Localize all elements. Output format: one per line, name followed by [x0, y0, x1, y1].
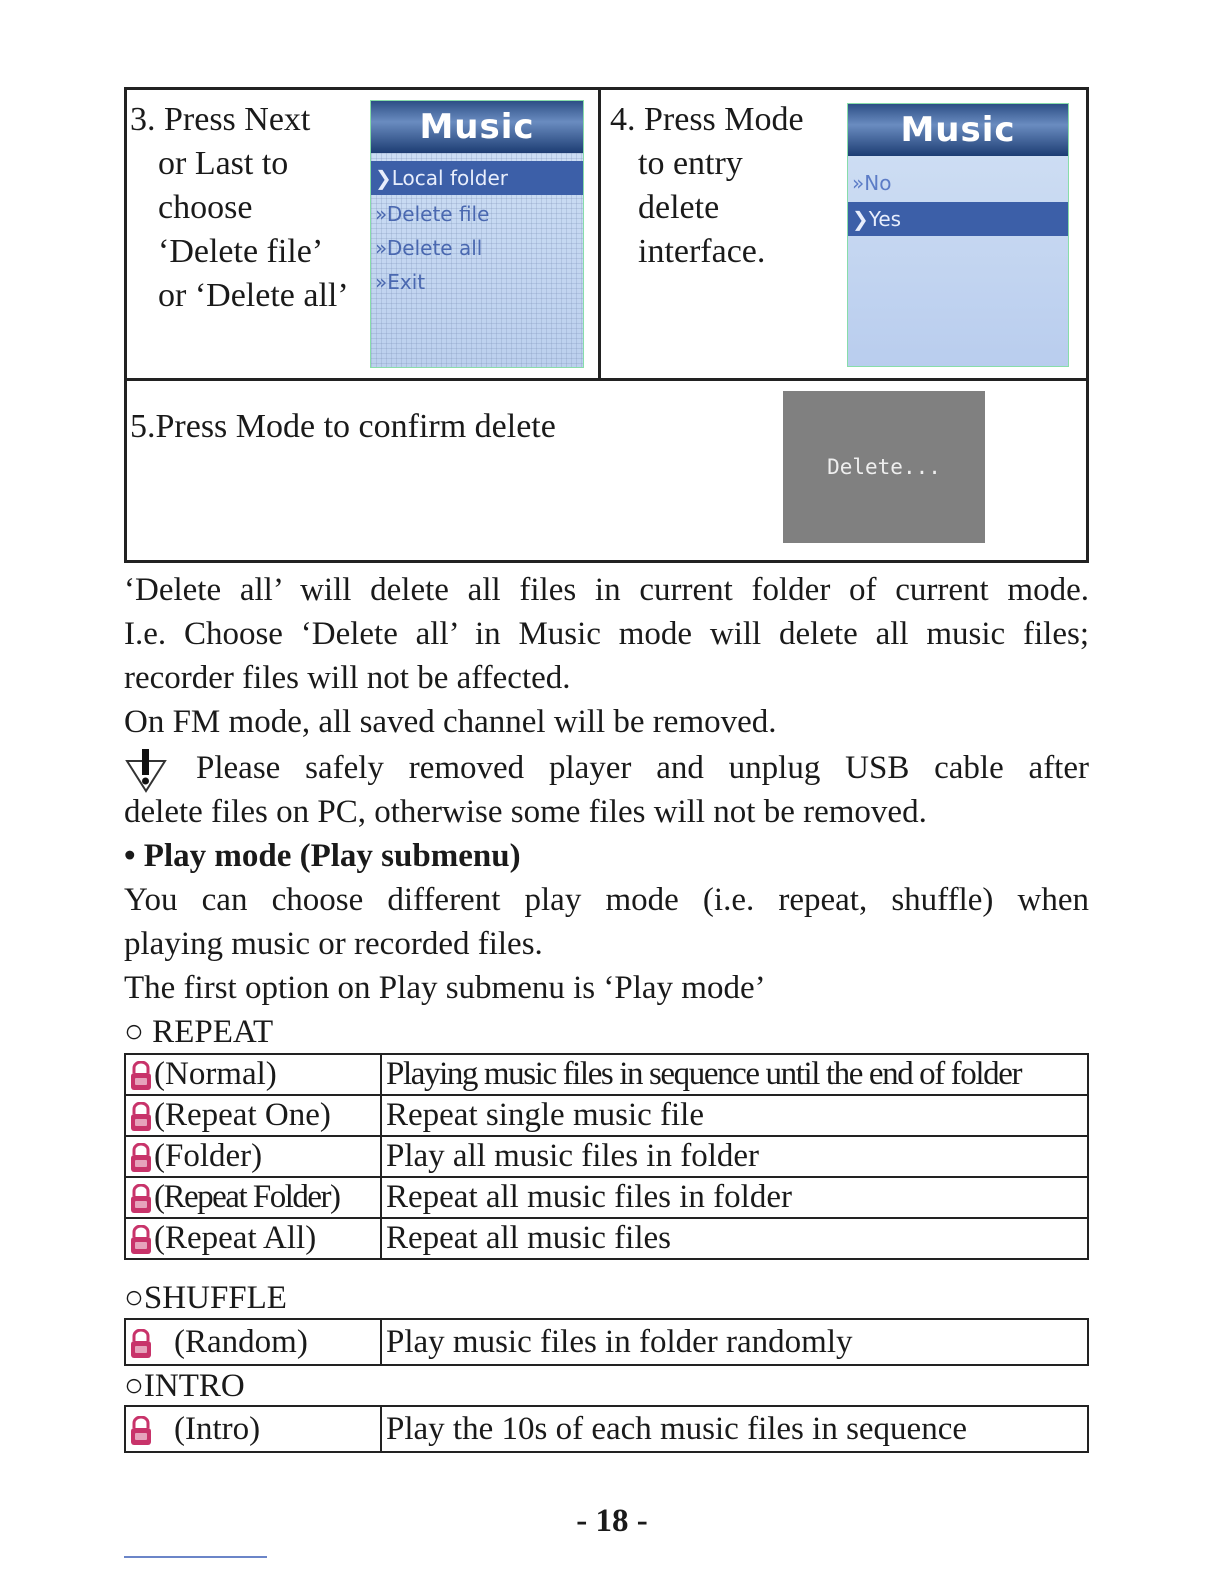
mode-cell: (Intro) — [125, 1406, 381, 1452]
step5-text: 5.Press Mode to confirm delete — [130, 408, 556, 445]
step3-line: choose — [158, 189, 253, 226]
intro-title: ○INTRO — [124, 1368, 245, 1404]
menu-item-delete-all: »Delete all — [375, 236, 483, 260]
step3-line: 3. Press Next — [130, 101, 311, 138]
screen-title: Music — [371, 101, 583, 153]
step4-device-screen — [847, 103, 1069, 367]
shuffle-title: ○SHUFFLE — [124, 1280, 287, 1316]
menu-item-yes: ❯Yes — [848, 202, 1068, 236]
desc-cell: Repeat single music file — [381, 1095, 1088, 1136]
step3-line: or ‘Delete all’ — [158, 277, 349, 314]
repeat-table — [124, 1053, 1089, 1260]
step4-line: interface. — [638, 233, 766, 270]
table-row — [125, 1095, 1088, 1136]
menu-item-exit: »Exit — [375, 270, 426, 294]
step3-device-screen — [370, 100, 584, 368]
paragraph-delete-all: ‘Delete all’ will delete all files in current folder of current mode. — [124, 572, 1089, 608]
repeat-normal-icon — [130, 1061, 152, 1091]
desc-cell: Play music files in folder randomly — [381, 1319, 1088, 1365]
desc-cell: Repeat all music files — [381, 1218, 1088, 1259]
mode-cell: (Folder) — [125, 1136, 381, 1177]
paragraph-recorder: recorder files will not be affected. — [124, 660, 571, 696]
desc-cell: Playing music files in sequence until the end of folder — [381, 1054, 1088, 1095]
paragraph-first-option: The first option on Play submenu is ‘Play mode’ — [124, 970, 766, 1006]
warning-icon — [124, 747, 168, 793]
delete-dialog-text: Delete... — [827, 455, 941, 479]
steps-divider-vertical — [598, 87, 601, 380]
repeat-one-icon — [130, 1102, 152, 1132]
mode-cell: (Normal) — [125, 1054, 381, 1095]
step3-line: ‘Delete file’ — [158, 233, 324, 270]
step4-line: to entry — [638, 145, 743, 182]
shuffle-random-icon — [130, 1329, 152, 1359]
page-number: - 18 - — [576, 1503, 648, 1539]
warning-line-1: Please safely removed player and unplug USB cable after — [196, 750, 1089, 786]
folder-icon — [130, 1143, 152, 1173]
desc-cell: Play all music files in folder — [381, 1136, 1088, 1177]
desc-cell: Repeat all music files in folder — [381, 1177, 1088, 1218]
section-heading-play-mode: • Play mode (Play submenu) — [124, 838, 521, 874]
step4-text — [610, 98, 804, 274]
paragraph-play-mode-1: You can choose different play mode (i.e. repeat, shuffle) when — [124, 882, 1089, 918]
table-row — [125, 1319, 1088, 1365]
footnote-rule — [124, 1556, 267, 1558]
table-row — [125, 1177, 1088, 1218]
table-row — [125, 1136, 1088, 1177]
steps-divider-horizontal — [124, 378, 1089, 381]
desc-cell: Play the 10s of each music files in sequence — [381, 1406, 1088, 1452]
step3-line: or Last to — [158, 145, 289, 182]
table-row — [125, 1218, 1088, 1259]
mode-cell: (Random) — [125, 1319, 381, 1365]
repeat-title: ○ REPEAT — [124, 1014, 274, 1050]
paragraph-play-mode-2: playing music or recorded files. — [124, 926, 543, 962]
menu-item-delete-file: »Delete file — [375, 202, 490, 226]
mode-cell: (Repeat Folder) — [125, 1177, 381, 1218]
menu-item-no: »No — [852, 171, 892, 195]
mode-cell: (Repeat One) — [125, 1095, 381, 1136]
paragraph-example: I.e. Choose ‘Delete all’ in Music mode will delete all music files; — [124, 616, 1089, 652]
mode-cell: (Repeat All) — [125, 1218, 381, 1259]
screen-title: Music — [848, 104, 1068, 156]
delete-dialog-screen — [783, 391, 985, 543]
step4-line: delete — [638, 189, 720, 226]
paragraph-fm: On FM mode, all saved channel will be removed. — [124, 704, 777, 740]
table-row — [125, 1054, 1088, 1095]
intro-icon — [130, 1416, 152, 1446]
intro-table — [124, 1405, 1089, 1453]
repeat-folder-icon — [130, 1184, 152, 1214]
step4-line: 4. Press Mode — [610, 101, 804, 138]
step3-text — [130, 98, 349, 318]
warning-line-2: delete files on PC, otherwise some files will not be removed. — [124, 794, 927, 830]
repeat-all-icon — [130, 1225, 152, 1255]
shuffle-table — [124, 1318, 1089, 1366]
menu-item-local-folder: ❯Local folder — [371, 161, 583, 195]
table-row — [125, 1406, 1088, 1452]
